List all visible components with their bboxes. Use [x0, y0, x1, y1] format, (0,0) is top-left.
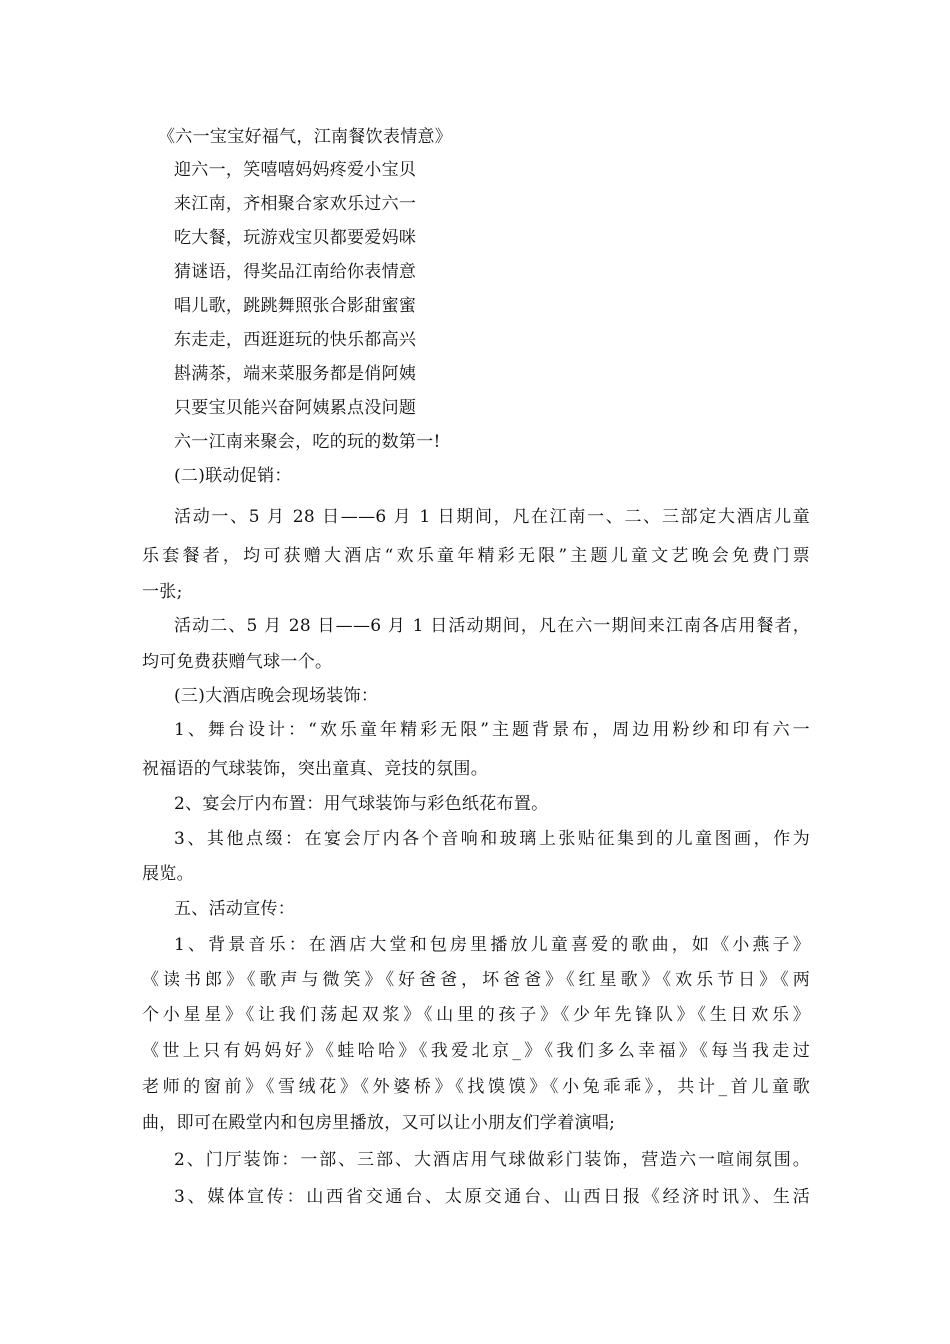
paragraph-line: 曲，即可在殿堂内和包房里播放，又可以让小朋友们学着演唱; — [142, 1113, 616, 1133]
paragraph-line: 活动一、5 月 28 日——6 月 1 日期间，凡在江南一、二、三部定大酒店儿童 — [174, 507, 810, 527]
poem-line: 猜谜语，得奖品江南给你表情意 — [174, 262, 417, 282]
poem-line: 六一江南来聚会，吃的玩的数第一! — [174, 432, 441, 452]
poem-line: 斟满茶，端来菜服务都是俏阿姨 — [174, 364, 417, 384]
paragraph-line: 2、门厅装饰：一部、三部、大酒店用气球做彩门装饰，营造六一喧闹氛围。 — [174, 1150, 810, 1170]
poem-line: 唱儿歌，跳跳舞照张合影甜蜜蜜 — [174, 296, 417, 316]
section-heading: (三)大酒店晚会现场装饰： — [174, 686, 379, 706]
section-heading: 五、活动宣传： — [174, 899, 296, 919]
poem-line: 只要宝贝能兴奋阿姨累点没问题 — [174, 398, 417, 418]
paragraph-line: 《读书郎》《歌声与微笑》《好爸爸，坏爸爸》《红星歌》《欢乐节日》《两 — [142, 970, 810, 990]
paragraph-line: 个小星星》《让我们荡起双浆》《山里的孩子》《少年先锋队》《生日欢乐》 — [142, 1005, 810, 1025]
poem-line: 迎六一，笑嘻嘻妈妈疼爱小宝贝 — [174, 160, 417, 180]
poem-title: 《六一宝宝好福气，江南餐饮表情意》 — [158, 127, 453, 147]
poem-line: 东走走，西逛逛玩的快乐都高兴 — [174, 330, 417, 350]
paragraph-line: 祝福语的气球装饰，突出童真、竞技的氛围。 — [142, 759, 488, 779]
paragraph-line: 《世上只有妈妈好》《蛙哈哈》《我爱北京_》《我们多么幸福》《每当我走过 — [142, 1041, 810, 1061]
paragraph-line: 3、媒体宣传：山西省交通台、太原交通台、山西日报《经济时讯》、生活 — [174, 1187, 810, 1207]
paragraph-line: 乐套餐者，均可获赠大酒店“欢乐童年精彩无限”主题儿童文艺晚会免费门票 — [142, 546, 810, 566]
paragraph-line: 老师的窗前》《雪绒花》《外婆桥》《找馍馍》《小兔乖乖》，共计_首儿童歌 — [142, 1077, 810, 1097]
paragraph-line: 一张; — [142, 582, 183, 602]
paragraph-line: 1、舞台设计：“欢乐童年精彩无限”主题背景布，周边用粉纱和印有六一 — [174, 720, 810, 740]
section-heading: (二)联动促销： — [174, 466, 292, 486]
paragraph-line: 3、其他点缀：在宴会厅内各个音响和玻璃上张贴征集到的儿童图画，作为 — [174, 829, 810, 849]
poem-line: 来江南，齐相聚合家欢乐过六一 — [174, 194, 417, 214]
paragraph-line: 展览。 — [142, 864, 194, 884]
poem-line: 吃大餐，玩游戏宝贝都要爱妈咪 — [174, 228, 417, 248]
paragraph-line: 均可免费获赠气球一个。 — [142, 652, 333, 672]
paragraph-line: 1、背景音乐：在酒店大堂和包房里播放儿童喜爱的歌曲，如《小燕子》 — [174, 935, 810, 955]
paragraph-line: 2、宴会厅内布置：用气球装饰与彩色纸花布置。 — [174, 794, 549, 814]
paragraph-line: 活动二、5 月 28 日——6 月 1 日活动期间，凡在六一期间来江南各店用餐者， — [174, 616, 810, 636]
